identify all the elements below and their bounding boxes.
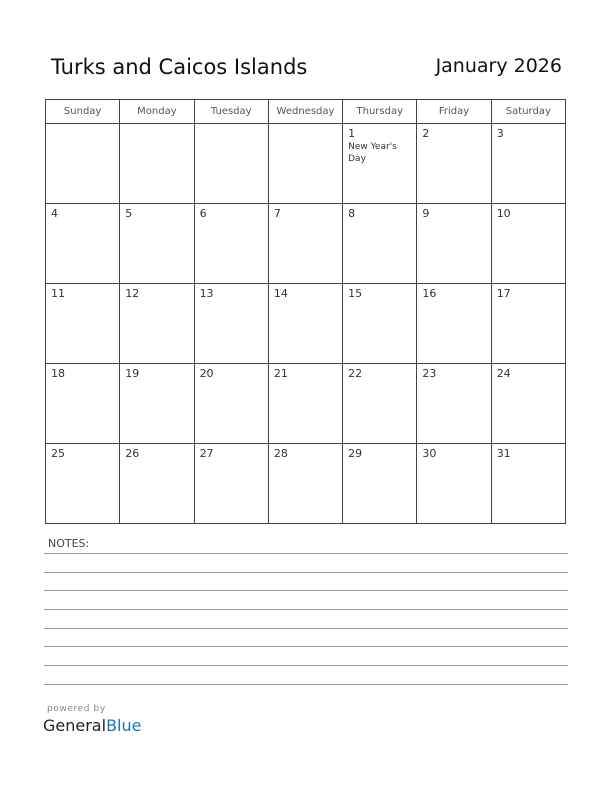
brand-general: General	[43, 716, 107, 735]
day-number: 22	[348, 367, 363, 380]
day-number: 29	[348, 447, 363, 460]
day-number: 9	[422, 207, 430, 220]
day-number: 24	[496, 367, 511, 380]
day-cell	[194, 364, 268, 444]
day-number: 1	[348, 127, 356, 140]
day-number: 17	[496, 287, 511, 300]
day-cell	[417, 364, 491, 444]
weekday-header: Friday	[417, 100, 491, 124]
brand-blue: Blue	[106, 716, 142, 735]
week-row	[46, 444, 566, 524]
week-row	[46, 204, 566, 284]
day-number: 2	[422, 127, 430, 140]
day-cell	[268, 364, 342, 444]
note-line	[44, 684, 568, 685]
day-number: 23	[422, 367, 437, 380]
generalblue-logo	[43, 716, 141, 735]
weekday-header-row	[46, 100, 566, 124]
day-cell	[343, 204, 417, 284]
day-cell	[46, 444, 120, 524]
day-cell	[268, 124, 342, 204]
day-number: 18	[51, 367, 65, 380]
day-number: 28	[273, 447, 288, 460]
day-number: 11	[51, 287, 65, 300]
day-cell	[194, 284, 268, 364]
note-line	[44, 553, 568, 554]
note-line	[44, 590, 568, 591]
day-cell	[120, 124, 194, 204]
day-number: 20	[199, 367, 214, 380]
day-cell	[46, 364, 120, 444]
day-number: 15	[348, 287, 363, 300]
powered-by-text: powered by	[47, 704, 106, 714]
day-cell	[120, 364, 194, 444]
day-number: 30	[422, 447, 437, 460]
day-number: 26	[125, 447, 140, 460]
notes-label: NOTES:	[48, 537, 90, 550]
day-cell	[46, 204, 120, 284]
weekday-header: Sunday	[46, 100, 120, 124]
day-cell	[417, 204, 491, 284]
day-cell	[343, 364, 417, 444]
day-cell	[46, 124, 120, 204]
holiday-label: New Year's Day	[348, 142, 397, 164]
week-row	[46, 124, 566, 204]
day-number: 8	[348, 207, 356, 220]
day-cell	[343, 124, 417, 204]
note-line	[44, 665, 568, 666]
day-number: 27	[199, 447, 214, 460]
day-cell	[343, 284, 417, 364]
day-number: 3	[496, 127, 504, 140]
day-cell	[417, 124, 491, 204]
note-line	[44, 646, 568, 647]
day-cell	[343, 444, 417, 524]
day-number: 5	[125, 207, 133, 220]
day-cell	[194, 444, 268, 524]
day-number: 12	[125, 287, 140, 300]
day-number: 21	[273, 367, 288, 380]
day-cell	[194, 124, 268, 204]
weekday-header: Wednesday	[268, 100, 342, 124]
note-line	[44, 628, 568, 629]
weekday-header: Saturday	[491, 100, 565, 124]
day-cell	[120, 204, 194, 284]
day-number: 19	[125, 367, 140, 380]
day-number: 25	[51, 447, 65, 460]
note-line	[44, 572, 568, 573]
day-number: 13	[199, 287, 214, 300]
day-cell	[268, 444, 342, 524]
day-number: 31	[496, 447, 511, 460]
day-cell	[491, 284, 565, 364]
day-cell	[268, 284, 342, 364]
day-number: 16	[422, 287, 437, 300]
note-line	[44, 609, 568, 610]
day-cell	[194, 204, 268, 284]
day-number: 4	[51, 207, 58, 220]
week-row	[46, 364, 566, 444]
day-number: 7	[273, 207, 281, 220]
day-number: 14	[273, 287, 288, 300]
day-number: 10	[496, 207, 511, 220]
day-cell	[491, 124, 565, 204]
calendar-title: Turks and Caicos Islands	[51, 55, 308, 79]
day-cell	[417, 284, 491, 364]
weekday-header: Tuesday	[194, 100, 268, 124]
day-cell	[120, 444, 194, 524]
weekday-header: Thursday	[343, 100, 417, 124]
day-number: 6	[199, 207, 207, 220]
week-row	[46, 284, 566, 364]
day-cell	[120, 284, 194, 364]
day-cell	[268, 204, 342, 284]
calendar-month: January 2026	[435, 55, 562, 77]
day-cell	[491, 204, 565, 284]
calendar-grid	[45, 99, 566, 524]
day-cell	[46, 284, 120, 364]
day-cell	[491, 364, 565, 444]
weekday-header: Monday	[120, 100, 194, 124]
day-cell	[417, 444, 491, 524]
day-cell	[491, 444, 565, 524]
